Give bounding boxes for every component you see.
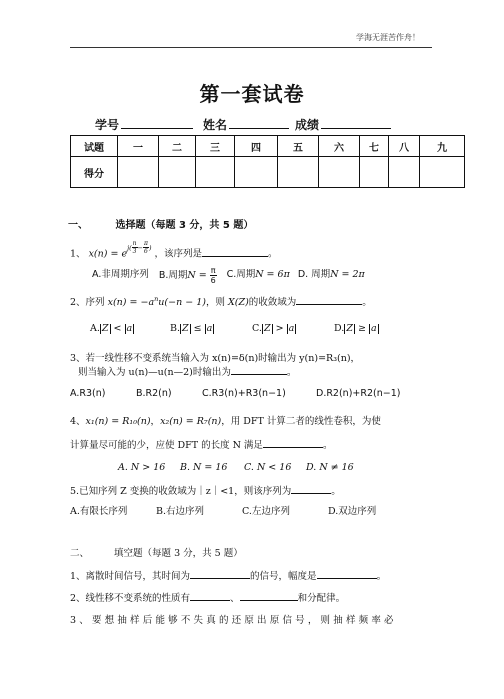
score-input-cell[interactable] xyxy=(196,157,235,188)
q2-option-b-r: a xyxy=(206,323,213,334)
score-cell: 三 xyxy=(196,136,235,157)
score-cell: 五 xyxy=(278,136,319,157)
q1-options xyxy=(92,266,365,285)
q1-exp-minus: − xyxy=(137,243,143,252)
q2-option-b-label: B. xyxy=(170,323,181,334)
s2-q2-text-b: 和分配律。 xyxy=(297,593,346,604)
q1-option-c-math: N = 6π xyxy=(255,269,290,280)
q1-option-b-label: B.周期 xyxy=(158,270,188,281)
score-input-cell[interactable] xyxy=(389,157,420,188)
score-input-cell[interactable] xyxy=(278,157,319,188)
score-label: 成绩 xyxy=(295,118,320,132)
q1-option-b-frac xyxy=(210,266,217,285)
q2-pre: 序列 xyxy=(85,297,105,308)
q5-option-c[interactable]: C.左边序列 xyxy=(242,506,290,517)
name-label: 姓名 xyxy=(203,118,228,132)
q4-end: 。 xyxy=(322,440,333,451)
q2-number: 2、 xyxy=(70,297,86,308)
score-input-cell[interactable] xyxy=(319,157,360,188)
q2-option-c-r: a xyxy=(288,323,295,334)
q2-end: 。 xyxy=(362,297,372,308)
q3-line2-text: 则当输入为 u(n)—u(n—2)时输出为 xyxy=(78,367,231,378)
q1-option-d[interactable] xyxy=(298,266,365,285)
q4-number: 4、 xyxy=(70,416,86,427)
q4-line2-text: 计算量尽可能的少，应使 DFT 的长度 N 满足 xyxy=(70,440,263,451)
q1-exponent xyxy=(127,240,152,255)
q1-number: 1、 xyxy=(70,248,86,260)
q2-option-a[interactable] xyxy=(90,323,170,334)
q2-expression-2: u(−n − 1) xyxy=(158,297,206,308)
s2-q2-sep: 、 xyxy=(230,593,240,604)
s2-q1-line xyxy=(70,568,386,582)
s2-q2-line xyxy=(70,590,345,604)
q2-option-d-rel: ≥ xyxy=(357,323,369,334)
q4-x2: x₂(n) = R₇(n) xyxy=(160,416,222,427)
q1-exp-close: ) xyxy=(148,243,152,252)
q2-xz: X(Z) xyxy=(228,297,249,308)
s2-q1-text-b: 的信号，幅度是 xyxy=(250,571,317,582)
q1-option-b-frac-num: π xyxy=(210,266,216,275)
q1-exp-j: j( xyxy=(127,243,132,252)
q2-option-d-z: Z xyxy=(346,323,353,334)
q5-end: 。 xyxy=(331,486,341,497)
q2-mid: ，则 xyxy=(205,297,225,308)
q3-option-d[interactable]: D.R2(n)+R2(n−1) xyxy=(316,388,401,399)
header-rule xyxy=(70,47,432,48)
s2-q3-line: 3、要想抽样后能够不失真的还原出原信号，则抽样频率必 xyxy=(70,615,397,626)
q2-option-c-z: Z xyxy=(263,323,271,334)
q3-line1: 3、若一线性移不变系统当输入为 x(n)=δ(n)时输出为 y(n)=R₃(n)， xyxy=(70,353,361,364)
q2-option-c-rel: > xyxy=(275,323,287,334)
score-cell: 六 xyxy=(319,136,360,157)
q4-line2 xyxy=(70,437,332,451)
q2-line xyxy=(70,294,372,308)
q1-end: 。 xyxy=(268,248,278,260)
q1-option-b-math: N = xyxy=(187,270,207,281)
q4-option-c[interactable]: C. N < 16 xyxy=(244,462,292,473)
score-cell: 试题 xyxy=(71,136,118,157)
q5-line xyxy=(70,483,341,497)
section2-title: 填空题（每题 3 分，共 5 题） xyxy=(114,548,243,559)
score-input-cell[interactable] xyxy=(420,157,465,188)
score-cell: 七 xyxy=(360,136,389,157)
q4-text: ，用 DFT 计算二者的线性卷积，为使 xyxy=(221,416,381,427)
q3-answer-blank[interactable] xyxy=(231,364,287,375)
section1-heading xyxy=(68,216,253,231)
q4-line1 xyxy=(70,413,381,427)
q4-option-a[interactable]: A. N > 16 xyxy=(118,462,166,473)
q3-options xyxy=(70,388,400,399)
q2-expression: x(n) = −a xyxy=(107,297,155,308)
q1-option-b-frac-den: 6 xyxy=(210,276,216,285)
id-line xyxy=(95,116,391,133)
q1-option-b[interactable] xyxy=(159,266,217,285)
q4-options xyxy=(118,462,354,473)
page-title: 第一套试卷 xyxy=(199,82,305,106)
q1-option-d-math: N = 2π xyxy=(330,269,365,280)
s2-q2-blank-1[interactable] xyxy=(190,590,230,601)
score-input-cell[interactable] xyxy=(235,157,278,188)
q2-option-b-rel: ≤ xyxy=(193,323,205,334)
q1-option-c-label: C.周期 xyxy=(226,269,256,280)
q2-text: 的收敛域为 xyxy=(248,297,297,308)
s2-q1-blank-1[interactable] xyxy=(190,568,250,579)
section2-heading xyxy=(70,545,243,559)
q2-answer-blank[interactable] xyxy=(296,294,362,305)
q2-option-d-r: a xyxy=(370,323,377,334)
score-cell: 一 xyxy=(118,136,159,157)
q1-exp-pi-num: π xyxy=(143,240,148,247)
q4-answer-blank[interactable] xyxy=(263,437,323,448)
q5-option-a[interactable]: A.有限长序列 xyxy=(70,506,128,517)
s2-q1-end: 。 xyxy=(376,571,387,582)
q2-option-d-label: D. xyxy=(334,323,345,334)
score-input-cell[interactable] xyxy=(118,157,159,188)
q5-option-b[interactable]: B.右边序列 xyxy=(156,506,205,517)
q2-option-b-z: Z xyxy=(182,323,189,334)
q1-text: ，该序列是 xyxy=(154,248,203,260)
student-no-label: 学号 xyxy=(95,118,120,132)
section2-number: 二、 xyxy=(70,548,90,559)
q5-answer-blank[interactable] xyxy=(291,483,331,494)
score-cell: 九 xyxy=(420,136,465,157)
q5-options xyxy=(70,503,376,517)
q1-option-a[interactable]: A.非周期序列 xyxy=(92,269,149,280)
q2-option-b[interactable] xyxy=(170,323,252,334)
q1-line xyxy=(70,240,278,260)
q3-option-b[interactable]: B.R2(n) xyxy=(136,388,172,399)
score-table-score-row xyxy=(71,157,465,188)
score-table xyxy=(70,135,465,188)
student-no-blank[interactable] xyxy=(121,116,193,129)
header-motto: 学海无涯苦作舟！ xyxy=(356,33,420,42)
score-cell: 四 xyxy=(235,136,278,157)
s2-q2-text-a: 2、线性移不变系统的性质有 xyxy=(70,593,191,604)
score-blank[interactable] xyxy=(321,116,391,129)
score-input-cell[interactable] xyxy=(360,157,389,188)
q1-expression: x(n) = e xyxy=(88,248,128,260)
score-input-cell[interactable] xyxy=(159,157,196,188)
s2-q1-text-a: 1、离散时间信号，其时间为 xyxy=(70,571,191,582)
score-row-label: 得分 xyxy=(71,157,118,188)
score-cell: 八 xyxy=(389,136,420,157)
q1-answer-blank[interactable] xyxy=(202,246,268,257)
q2-option-d[interactable] xyxy=(334,323,379,334)
q4-option-d[interactable]: D. N ≠ 16 xyxy=(306,462,354,473)
q2-superscript: n xyxy=(154,294,159,303)
q2-option-c[interactable] xyxy=(252,323,334,334)
score-cell: 二 xyxy=(159,136,196,157)
s2-q1-blank-2[interactable] xyxy=(317,568,377,579)
q5-text: 5.已知序列 Z 变换的收敛域为｜z｜<1，则该序列为 xyxy=(70,486,292,497)
q4-sep: ， xyxy=(150,416,161,427)
q1-exp-den: 3 xyxy=(132,248,137,255)
score-table-header-row xyxy=(71,136,465,157)
q4-x1: x₁(n) = R₁₀(n) xyxy=(85,416,151,427)
q1-exp-num: n xyxy=(132,240,137,247)
section1-title: 选择题（每题 3 分，共 5 题） xyxy=(115,220,254,231)
q1-exp-pi-den: 6 xyxy=(144,248,148,255)
q3-line2 xyxy=(78,364,296,378)
q5-option-d[interactable]: D.双边序列 xyxy=(328,506,377,517)
q3-option-c[interactable]: C.R3(n)+R3(n−1) xyxy=(202,388,286,399)
q1-option-c[interactable] xyxy=(227,266,290,285)
q3-end: 。 xyxy=(286,367,297,378)
name-blank[interactable] xyxy=(229,116,289,129)
q2-options xyxy=(90,323,379,334)
q2-option-c-label: C. xyxy=(252,323,262,334)
section1-number: 一、 xyxy=(68,220,88,231)
q2-option-a-label: A. xyxy=(90,323,100,334)
q2-option-a-r: a xyxy=(126,323,133,334)
q2-option-a-z: Z xyxy=(101,323,109,334)
q3-option-a[interactable]: A.R3(n) xyxy=(70,388,106,399)
q2-option-a-rel: < xyxy=(113,323,125,334)
s2-q2-blank-2[interactable] xyxy=(240,590,298,601)
q1-option-d-label: D. 周期 xyxy=(297,269,331,280)
q4-option-b[interactable]: B. N = 16 xyxy=(180,462,228,473)
